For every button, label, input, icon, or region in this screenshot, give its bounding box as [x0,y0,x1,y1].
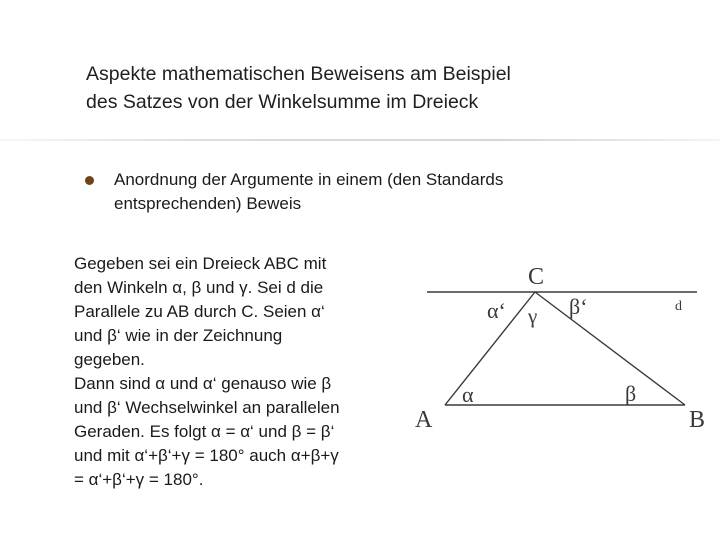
proof-line: Geraden. Es folgt α = α‘ und β = β‘ [74,422,335,441]
proof-line: = α‘+β‘+γ = 180°. [74,470,204,489]
angle-label-alpha-prime: α‘ [487,298,506,323]
proof-line: und β‘ wie in der Zeichnung [74,326,283,345]
proof-line: den Winkeln α, β und γ. Sei d die [74,278,324,297]
angle-label-beta: β [625,381,637,406]
bullet-line-1: Anordnung der Argumente in einem (den Standards [114,170,504,189]
bullet-line-2: entsprechenden) Beweis [114,194,302,213]
slide-title [86,60,511,116]
side-bc [535,292,685,405]
bullet-point [114,168,503,216]
proof-line: und mit α‘+β‘+γ = 180° auch α+β+γ [74,446,339,465]
title-divider [0,139,720,141]
proof-line: Parallele zu AB durch C. Seien α‘ [74,302,325,321]
proof-text [74,252,394,492]
vertex-label-c: C [528,264,545,290]
angle-label-alpha: α [462,382,474,407]
vertex-label-a: A [415,407,433,433]
proof-line: und β‘ Wechselwinkel an parallelen [74,398,340,417]
proof-line: Dann sind α und α‘ genauso wie β [74,374,332,393]
proof-line: Gegeben sei ein Dreieck ABC mit [74,254,327,273]
title-line-1: Aspekte mathematischen Beweisens am Beispiel [86,63,511,85]
line-label-d: d [675,299,682,314]
angle-label-gamma: γ [528,304,538,328]
proof-line: gegeben. [74,350,145,369]
bullet-dot-icon [85,176,94,185]
title-line-2: des Satzes von der Winkelsumme im Dreieck [86,91,479,113]
vertex-label-b: B [689,407,706,433]
angle-label-beta-prime: β‘ [569,294,588,319]
triangle-diagram [405,255,715,435]
